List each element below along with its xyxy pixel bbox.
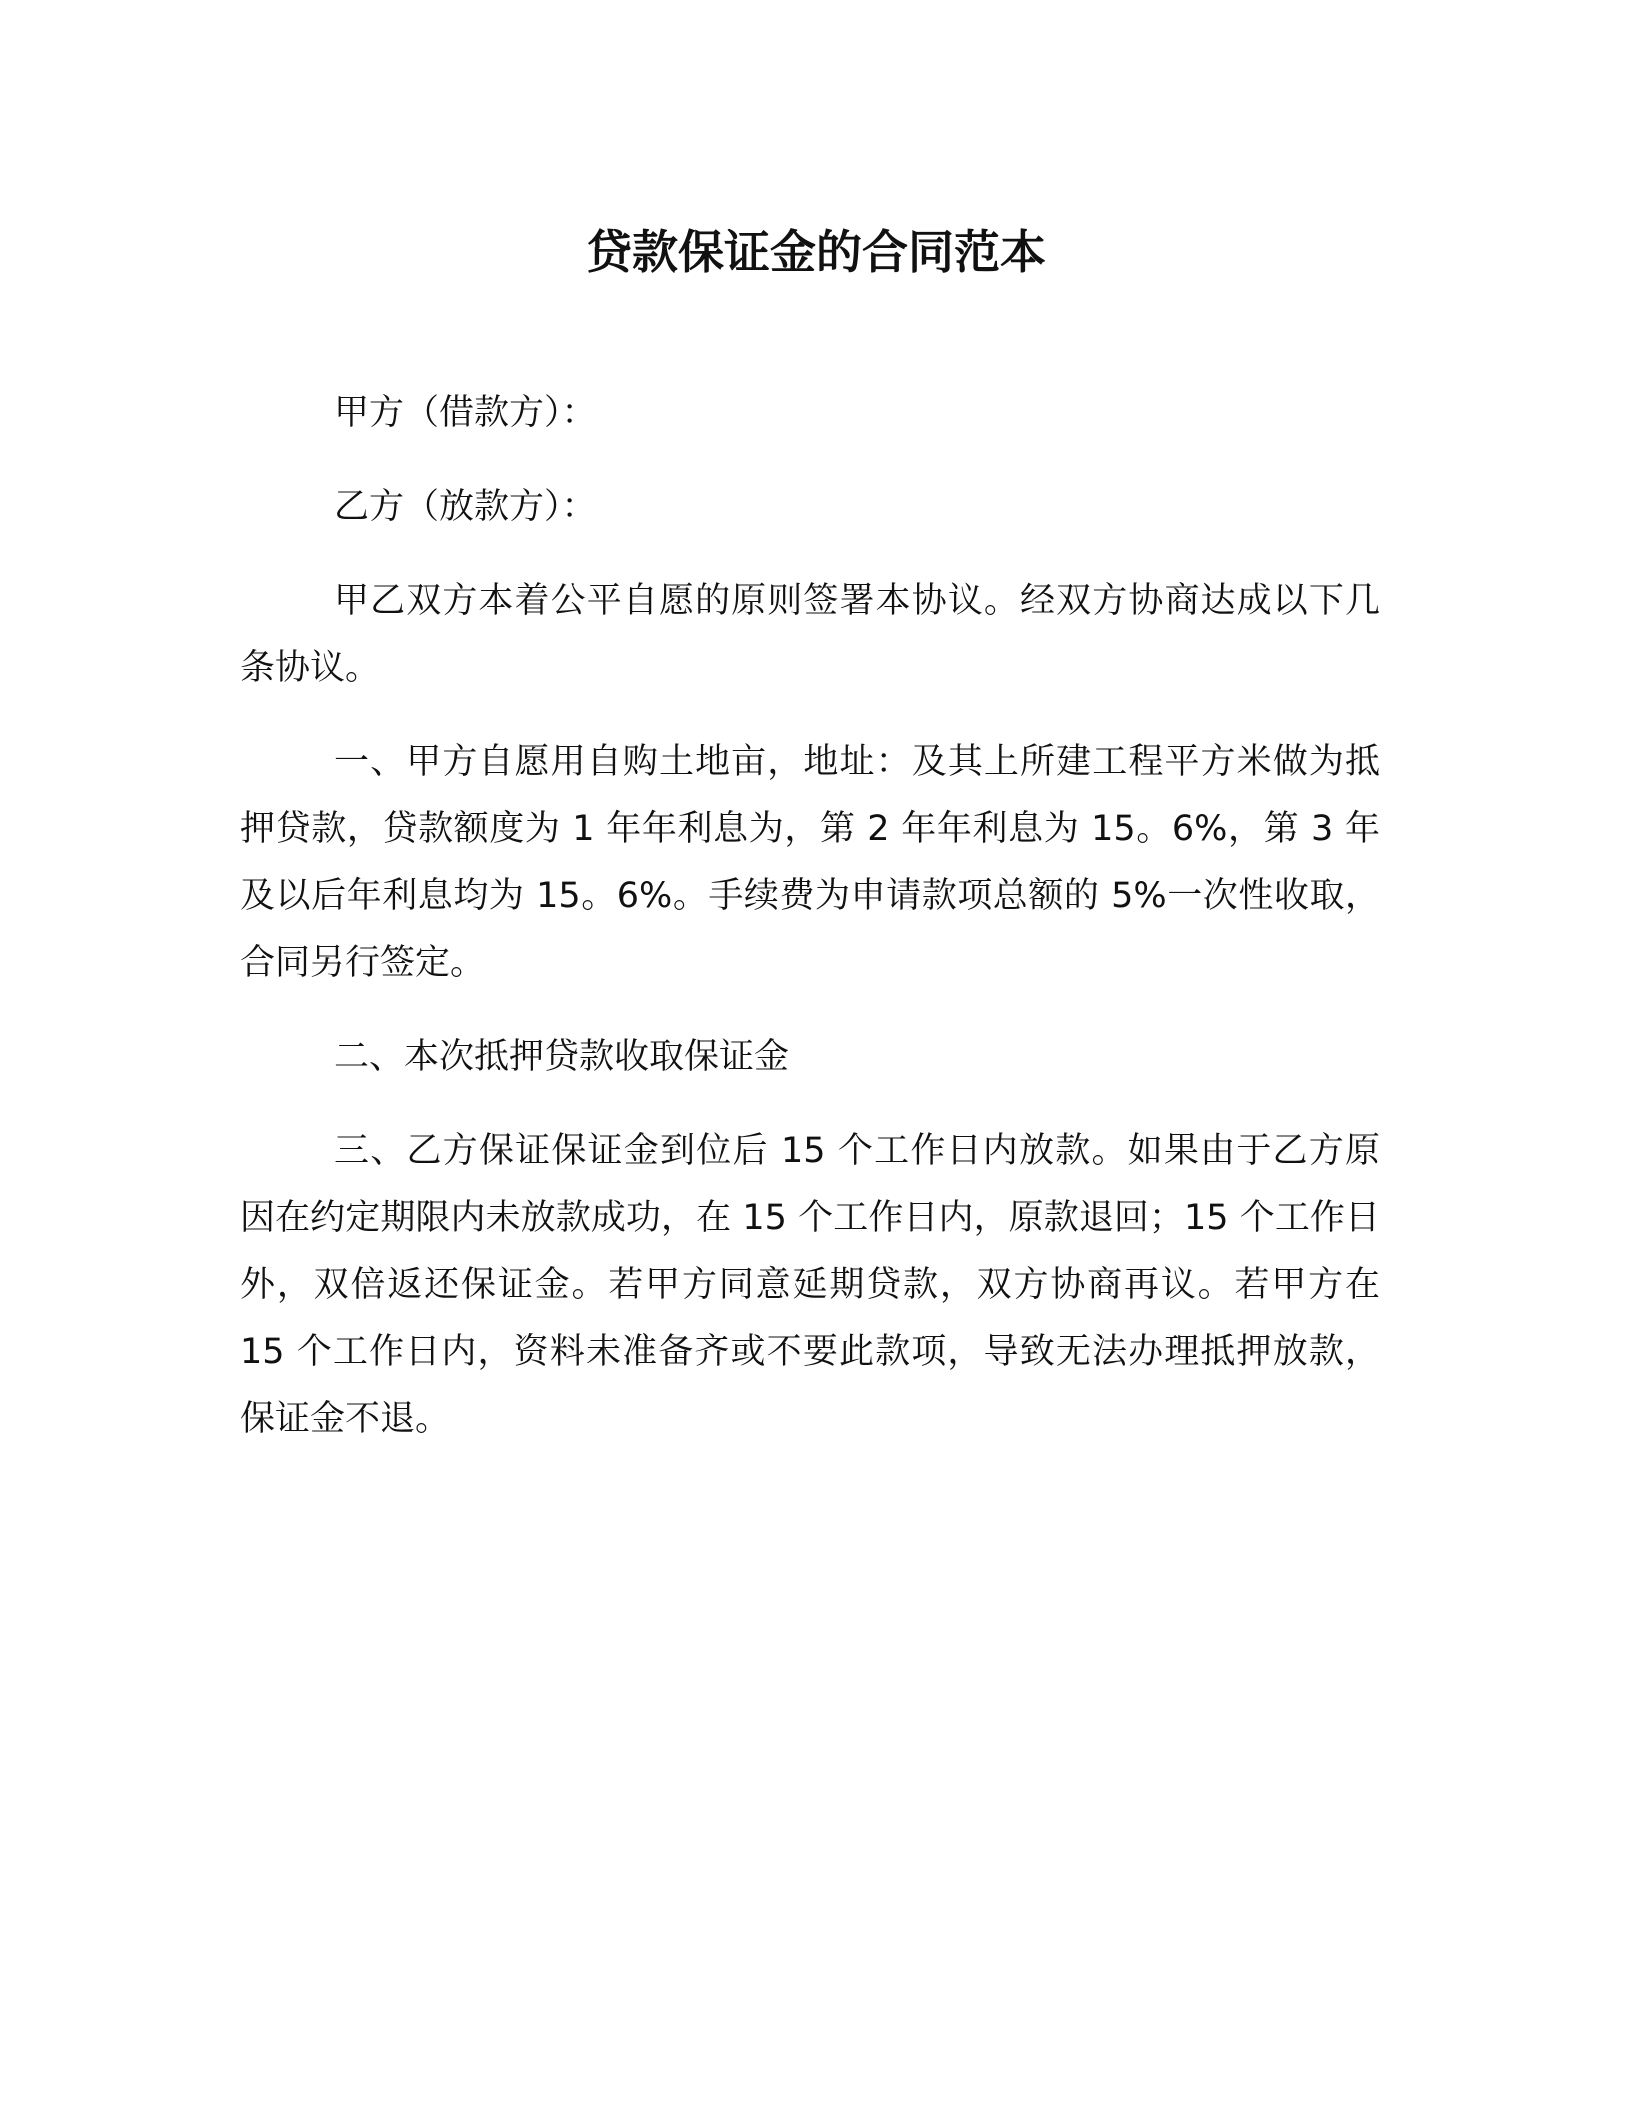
party-b-line: 乙方（放款方）： (334, 487, 597, 527)
document-title: 贷款保证金的合同范本 (586, 225, 1046, 279)
party-a-line: 甲方（借款方）： (334, 393, 597, 433)
preamble-paragraph: 甲乙双方本着公平自愿的原则签署本协议。经双方协商达成以下几条协议。 (240, 581, 1380, 688)
document-body (240, 380, 1380, 1480)
clause-three-paragraph: 三、乙方保证保证金到位后 15 个工作日内放款。如果由于乙方原因在约定期限内未放款成功，在 15 个工作日内，原款退回；15 个工作日外，双倍返还保证金。若甲方同意延期贷款，双方协商再议。若甲方在 15 个工作日内，资料未准备齐或不要此款项，导致无法办理抵押放款，保证金不退。 (240, 1131, 1380, 1439)
clause-one-paragraph: 一、甲方自愿用自购土地亩，地址：及其上所建工程平方米做为抵押贷款，贷款额度为 1 年年利息为，第 2 年年利息为 15。6%，第 3 年及以后年利息均为 15。6%。手续费为申请款项总额的 5%一次性收取，合同另行签定。 (240, 742, 1380, 983)
clause-two-paragraph: 二、本次抵押贷款收取保证金 (334, 1037, 790, 1077)
